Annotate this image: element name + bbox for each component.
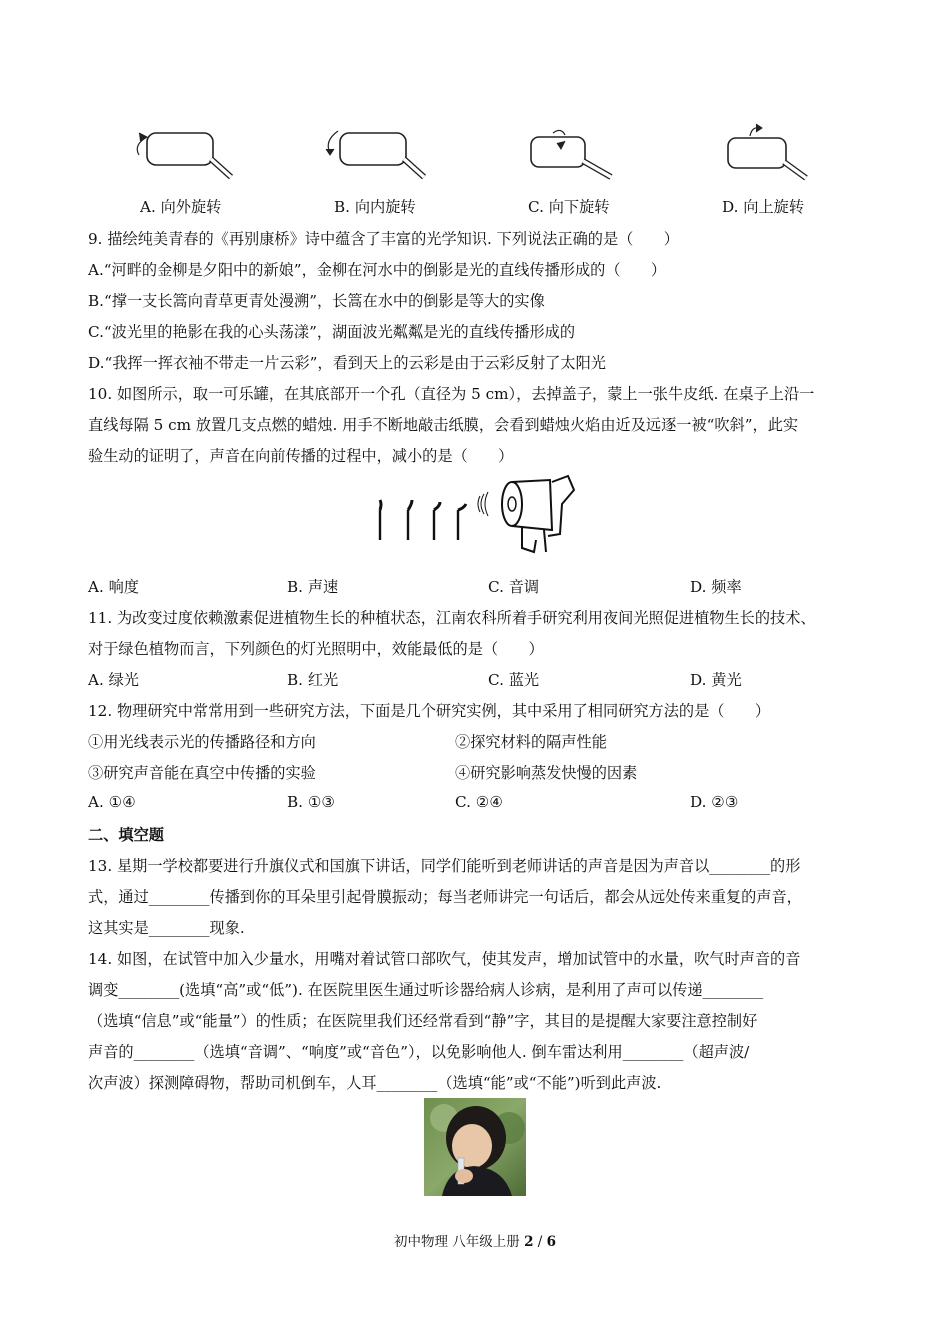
q10-stem-line: 直线每隔 5 cm 放置几支点燃的蜡烛. 用手不断地敲击纸膜，会看到蜡烛火焰由近及远逐一被“吹斜”，此实 (88, 416, 799, 434)
q11-option-d[interactable]: D. 黄光 (690, 671, 742, 689)
q12-option-c[interactable]: C. ②④ (455, 793, 503, 811)
q10-option-c[interactable]: C. 音调 (488, 578, 540, 596)
section-heading-fill-in: 二、填空题 (88, 826, 164, 844)
q11-stem-line: 对于绿色植物而言，下列颜色的灯光照明中，效能最低的是（ ） (88, 640, 544, 658)
q10-option-a[interactable]: A. 响度 (88, 578, 139, 596)
q12-item-3: ③研究声音能在真空中传播的实验 (88, 764, 316, 782)
q12-stem: 12. 物理研究中常常用到一些研究方法，下面是几个研究实例，其中采用了相同研究方法的是（ ） (88, 702, 771, 720)
q14-photo-child-blowing-tube (424, 1098, 526, 1196)
q10-option-b[interactable]: B. 声速 (287, 578, 339, 596)
q9-option-a[interactable]: A.“河畔的金柳是夕阳中的新娘”，金柳在河水中的倒影是光的直线传播形成的（ ） (88, 261, 667, 279)
q13-stem-line: 13. 星期一学校都要进行升旗仪式和国旗下讲话，同学们能听到老师讲话的声音是因为声音以________的形 (88, 857, 801, 875)
q8-option-b[interactable]: B. 向内旋转 (334, 198, 416, 216)
q11-option-c[interactable]: C. 蓝光 (488, 671, 540, 689)
q14-stem-line: 次声波）探测障碍物，帮助司机倒车，人耳________（选填“能”或“不能”)听到此声波. (88, 1074, 662, 1092)
page-footer (0, 1230, 950, 1250)
q14-stem-line: 调变________(选填“高”或“低”). 在医院里医生通过听诊器给病人诊病，是利用了声可以传递________ (88, 981, 764, 999)
q8-option-d[interactable]: D. 向上旋转 (722, 198, 805, 216)
q12-item-2: ②探究材料的隔声性能 (455, 733, 607, 751)
q8-figure-d (720, 122, 820, 182)
q8-option-c[interactable]: C. 向下旋转 (528, 198, 610, 216)
q10-candle-can-figure (372, 474, 582, 564)
q12-option-b[interactable]: B. ①③ (287, 793, 336, 811)
footer-total-pages: 6 (546, 1234, 557, 1250)
q10-stem-line: 10. 如图所示，取一可乐罐，在其底部开一个孔（直径为 5 cm），去掉盖子，蒙上一张牛皮纸. 在桌子上沿一 (88, 385, 815, 403)
q9-option-c[interactable]: C.“波光里的艳影在我的心头荡漾”，湖面波光粼粼是光的直线传播形成的 (88, 323, 576, 341)
q13-stem-line: 这其实是________现象. (88, 919, 245, 937)
q12-option-d[interactable]: D. ②③ (690, 793, 739, 811)
footer-course: 初中物理 八年级上册 (393, 1234, 525, 1250)
q14-stem-line: 14. 如图，在试管中加入少量水，用嘴对着试管口部吹气，使其发声，增加试管中的水量，吹气时声音的音 (88, 950, 801, 968)
q8-figure-a (125, 125, 245, 185)
q12-item-4: ④研究影响蒸发快慢的因素 (455, 764, 638, 782)
q9-option-d[interactable]: D.“我挥一挥衣袖不带走一片云彩”，看到天上的云彩是由于云彩反射了太阳光 (88, 354, 606, 372)
q10-stem-line: 验生动的证明了，声音在向前传播的过程中，减小的是（ ） (88, 447, 514, 465)
footer-page-number: 2 (524, 1234, 534, 1250)
q10-option-d[interactable]: D. 频率 (690, 578, 742, 596)
q8-figure-b (318, 125, 438, 185)
q12-option-a[interactable]: A. ①④ (88, 793, 136, 811)
q14-stem-line: （选填“信息”或“能量”）的性质；在医院里我们还经常看到“静”字，其目的是提醒大家要注意控制好 (88, 1012, 758, 1030)
q8-figure-c (525, 125, 625, 185)
footer-separator: / (533, 1234, 547, 1250)
q8-option-a[interactable]: A. 向外旋转 (140, 198, 222, 216)
q12-item-1: ①用光线表示光的传播路径和方向 (88, 733, 316, 751)
q9-option-b[interactable]: B.“撑一支长篙向青草更青处漫溯”，长篙在水中的倒影是等大的实像 (88, 292, 545, 310)
q11-option-b[interactable]: B. 红光 (287, 671, 339, 689)
q11-stem-line: 11. 为改变过度依赖激素促进植物生长的种植状态，江南农科所着手研究利用夜间光照促进植物生长的技术、 (88, 609, 816, 627)
q14-stem-line: 声音的________（选填“音调”、“响度”或“音色”），以免影响他人. 倒车雷达利用________（超声波/ (88, 1043, 750, 1061)
q11-option-a[interactable]: A. 绿光 (88, 671, 139, 689)
q9-stem: 9. 描绘纯美青春的《再别康桥》诗中蕴含了丰富的光学知识. 下列说法正确的是（ ） (88, 230, 679, 248)
q13-stem-line: 式，通过________传播到你的耳朵里引起骨膜振动；每当老师讲完一句话后，都会从远处传来重复的声音， (88, 888, 802, 906)
